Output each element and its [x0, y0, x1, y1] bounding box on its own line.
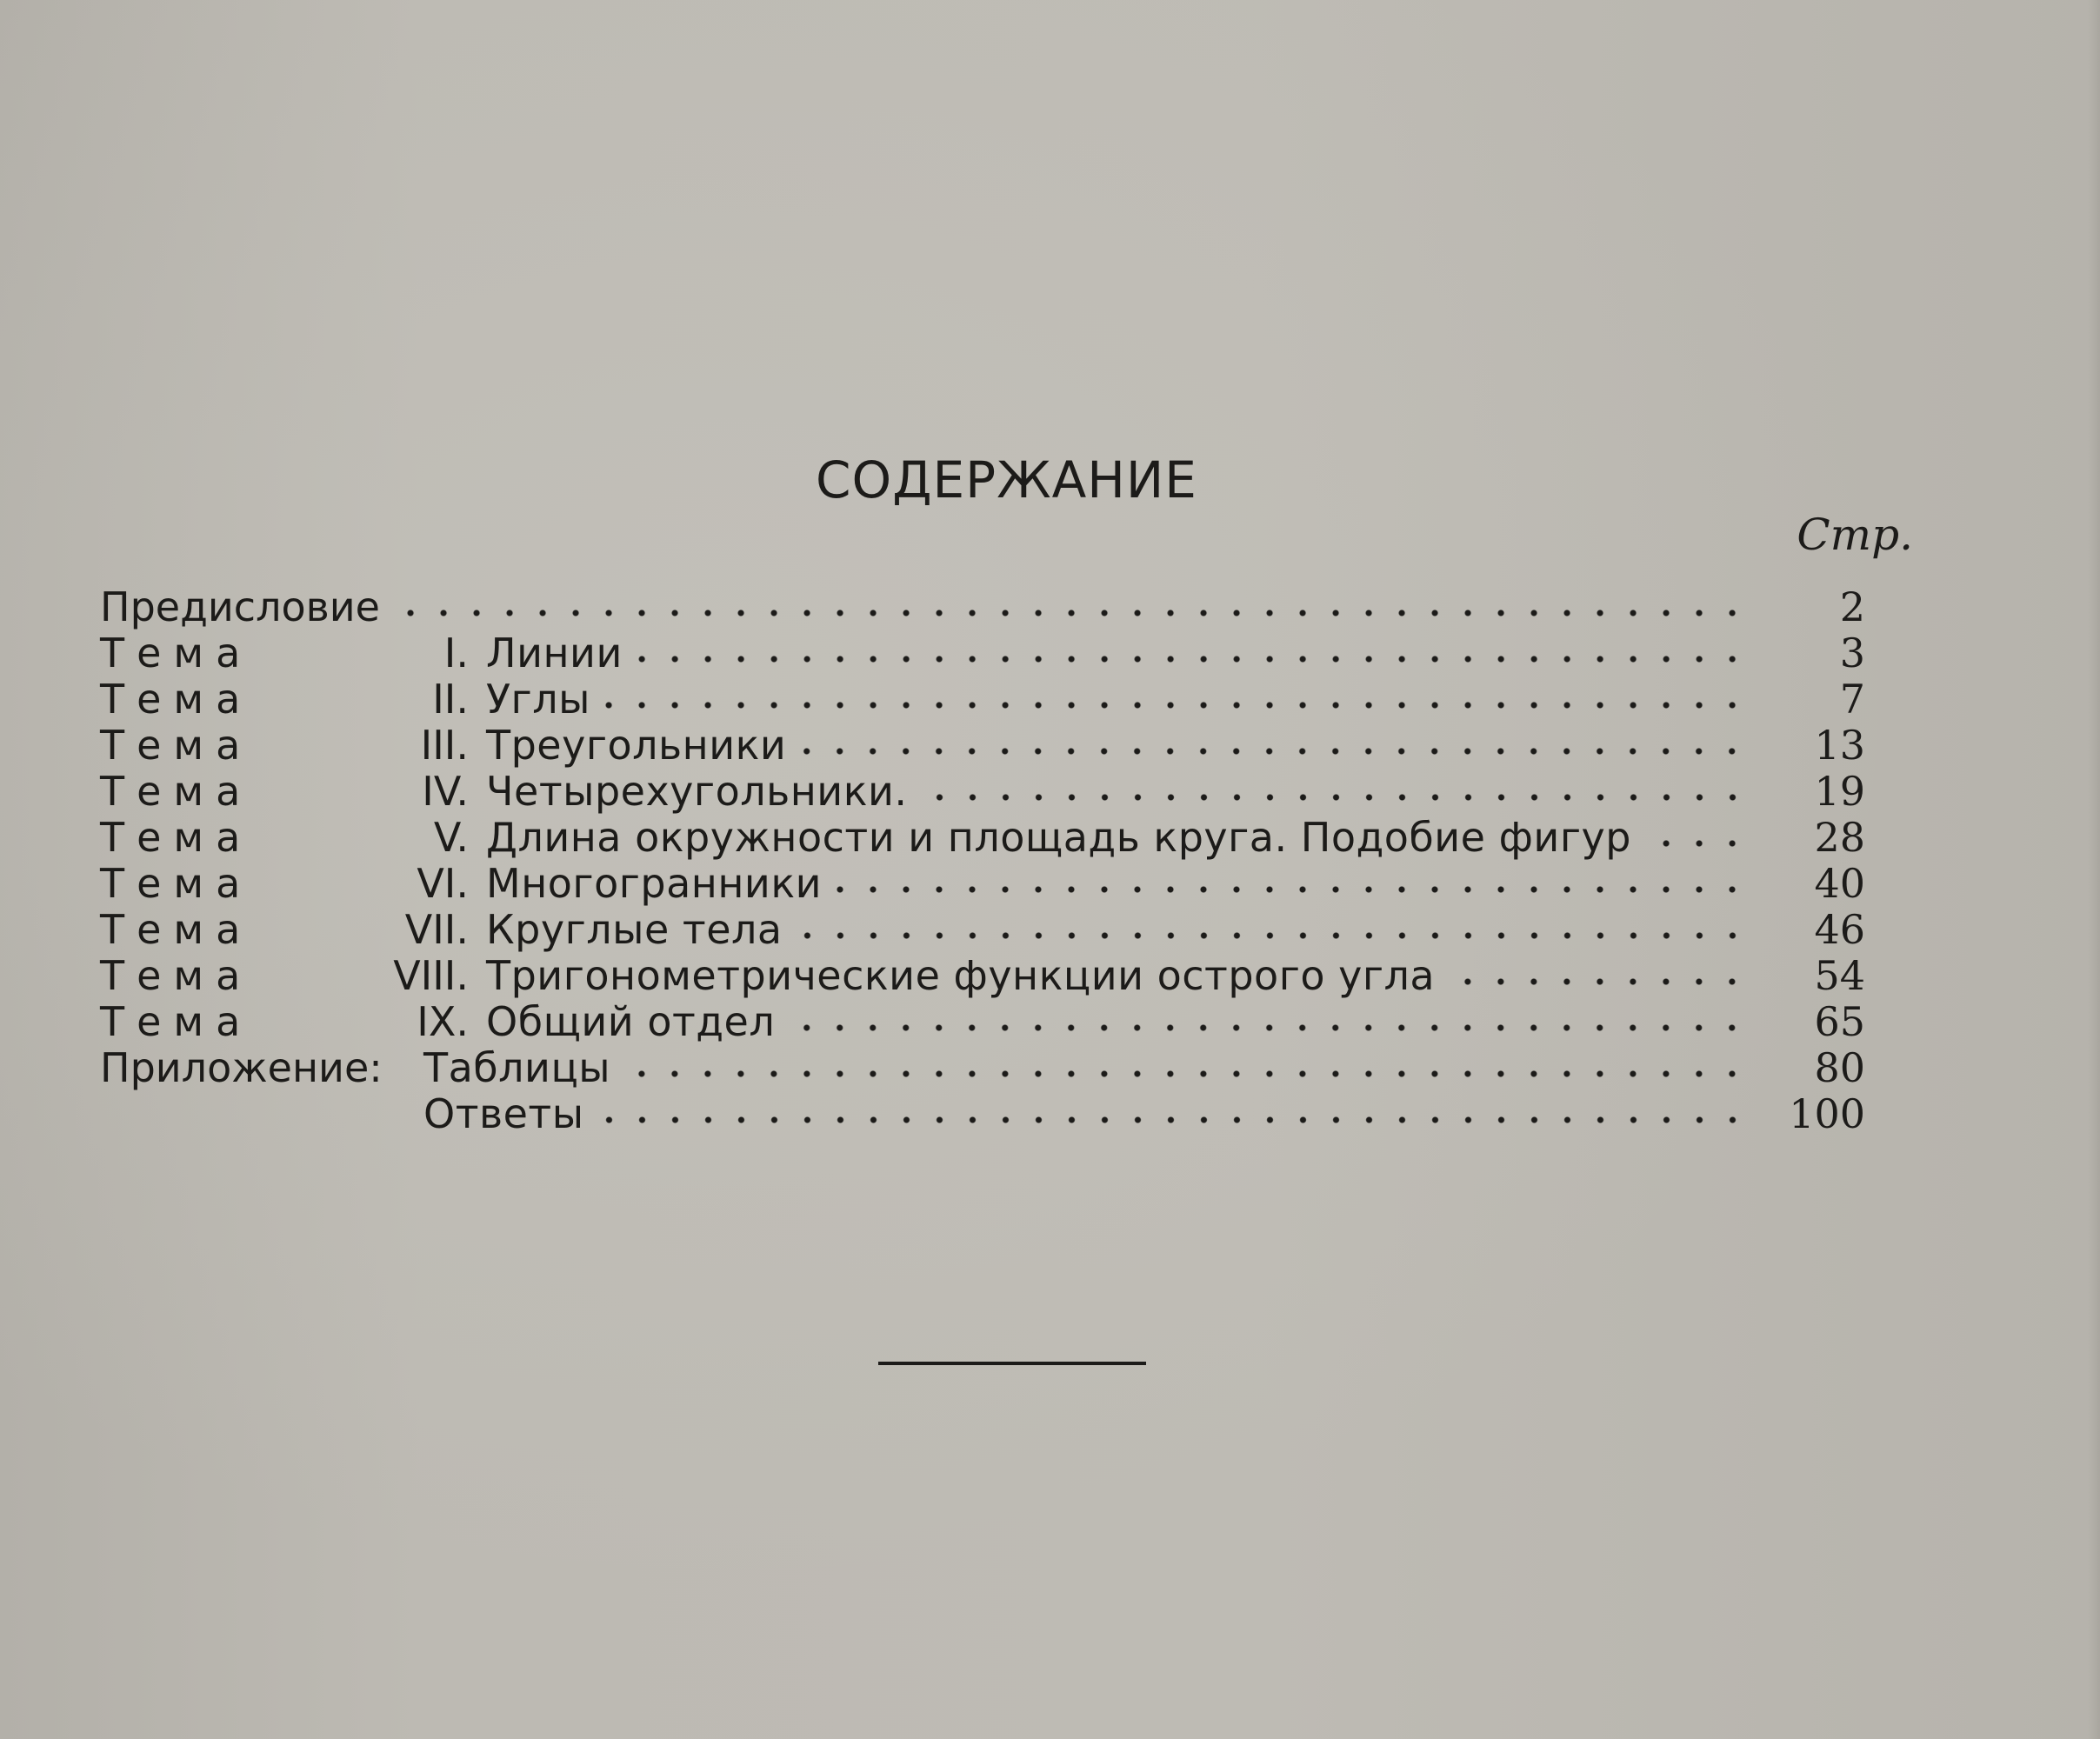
leader-dots — [1643, 838, 1749, 849]
toc-entry-label: Тема — [100, 630, 253, 676]
toc-row-theme-3 — [100, 723, 1865, 769]
toc-page-number: 40 — [1814, 860, 1865, 907]
toc-roman-numeral: IV. — [422, 768, 469, 815]
end-rule — [878, 1362, 1146, 1365]
toc-page-number: 3 — [1839, 630, 1865, 676]
leader-dots — [834, 884, 1749, 895]
toc-page-number: 80 — [1814, 1044, 1865, 1091]
leader-dots — [787, 1023, 1749, 1033]
toc-row-theme-5 — [100, 815, 1865, 861]
toc-entry-label: Тема — [100, 860, 253, 907]
toc-page-number: 2 — [1839, 583, 1865, 630]
table-of-contents — [100, 584, 1865, 1137]
page-column-label: Стр. — [1797, 510, 1913, 560]
toc-row-theme-6 — [100, 861, 1865, 907]
leader-dots — [1447, 976, 1749, 987]
toc-roman-numeral: III. — [420, 722, 469, 769]
toc-roman-numeral: I. — [443, 630, 469, 676]
toc-page-number: 54 — [1814, 952, 1865, 999]
leader-dots — [597, 1115, 1749, 1125]
leader-dots — [795, 930, 1749, 941]
toc-roman-numeral: VI. — [417, 860, 469, 907]
toc-entry-title: Ответы — [423, 1090, 584, 1137]
toc-entry-label: Тема — [100, 906, 253, 953]
toc-page-number: 100 — [1789, 1090, 1865, 1137]
toc-entry-title: Длина окружности и площадь круга. Подобие фигур — [486, 814, 1631, 861]
toc-page-number: 28 — [1814, 814, 1865, 861]
leader-dots — [635, 654, 1749, 664]
toc-entry-title: Четырехугольники. — [486, 768, 908, 815]
toc-roman-numeral: V. — [433, 814, 469, 861]
page-title: СОДЕРЖАНИЕ — [816, 450, 1197, 510]
toc-entry-title: Общий отдел — [486, 998, 776, 1045]
toc-roman-numeral: II. — [432, 676, 469, 723]
toc-page-number: 19 — [1814, 768, 1865, 815]
toc-roman-numeral: VII. — [404, 906, 469, 953]
page-edge-shadow — [2088, 0, 2100, 1739]
toc-entry-title: Таблицы — [423, 1044, 611, 1091]
toc-appendix-label: Приложение: — [100, 1044, 383, 1091]
leader-dots — [603, 700, 1749, 710]
toc-row-theme-9 — [100, 999, 1865, 1045]
toc-entry-title: Тригонометрические функции острого угла — [486, 952, 1436, 999]
toc-row-theme-7 — [100, 907, 1865, 953]
toc-entry-title: Круглые тела — [486, 906, 783, 953]
toc-page-number: 65 — [1814, 998, 1865, 1045]
toc-row-appendix-answers — [100, 1091, 1865, 1137]
toc-entry-title: Многогранники — [486, 860, 822, 907]
toc-page-number: 13 — [1814, 722, 1865, 769]
toc-page-number: 46 — [1814, 906, 1865, 953]
toc-row-appendix-tables — [100, 1045, 1865, 1091]
toc-entry-title: Линии — [486, 630, 623, 676]
toc-entry-label: Тема — [100, 998, 253, 1045]
leader-dots — [798, 746, 1749, 756]
toc-entry-title: Треугольники — [486, 722, 787, 769]
toc-entry-label: Тема — [100, 814, 253, 861]
toc-roman-numeral: VIII. — [393, 952, 469, 999]
toc-entry-label: Предисловие — [100, 583, 380, 630]
toc-roman-numeral: IX. — [417, 998, 469, 1045]
toc-entry-label: Тема — [100, 768, 253, 815]
leader-dots — [920, 792, 1750, 803]
toc-row-theme-1 — [100, 630, 1865, 676]
toc-row-theme-2 — [100, 676, 1865, 723]
leader-dots — [623, 1069, 1749, 1079]
toc-row-preface — [100, 584, 1865, 630]
leader-dots — [392, 608, 1749, 618]
toc-entry-label: Тема — [100, 676, 253, 723]
toc-row-theme-8 — [100, 953, 1865, 999]
toc-entry-title: Углы — [486, 676, 590, 723]
toc-entry-label: Тема — [100, 722, 253, 769]
toc-entry-label: Тема — [100, 952, 253, 999]
toc-page-number: 7 — [1839, 676, 1865, 723]
toc-row-theme-4 — [100, 769, 1865, 815]
